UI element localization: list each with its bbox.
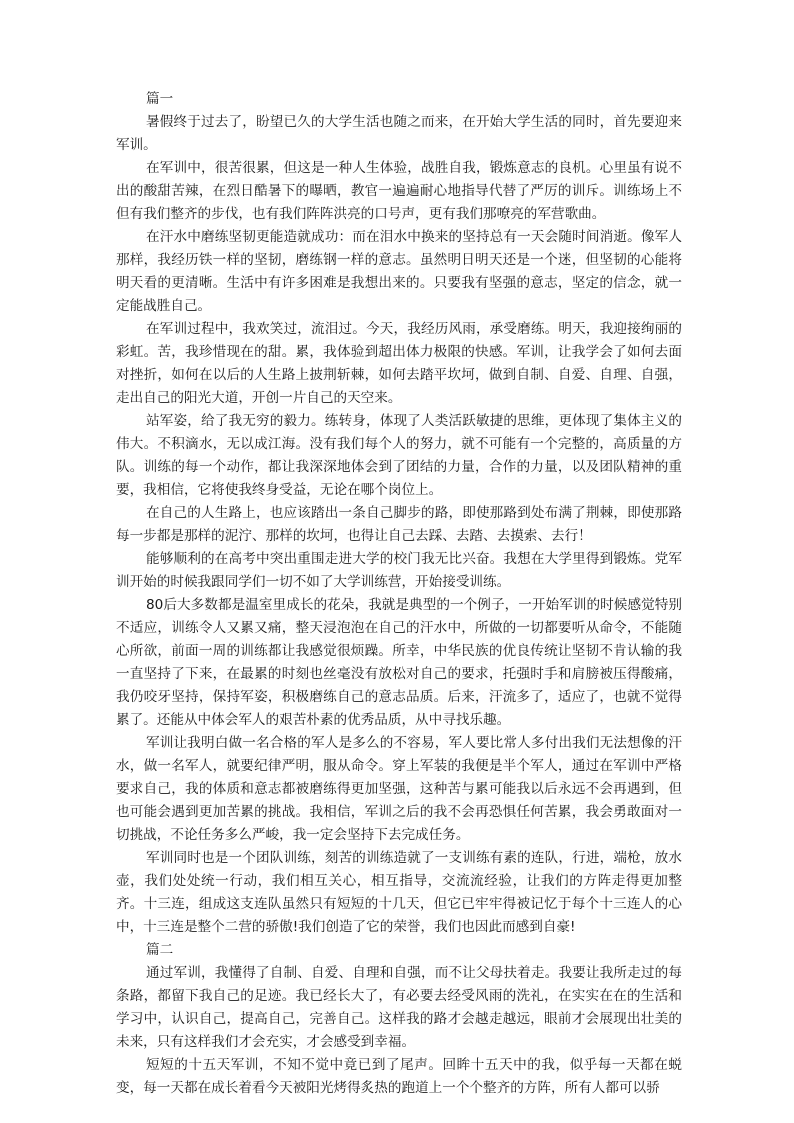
- paragraph: 80后大多数都是温室里成长的花朵，我就是典型的一个例子，一开始军训的时候感觉特别不适应，训练令人又累又痛，整天浸泡泡在自己的汗水中，所做的一切都要听从命令，不能随心所欲，前面一周的训练都让我感觉很烦躁。所幸，中华民族的优良传统让坚韧不肯认输的我一直坚持了下来，在最累的时刻也丝毫没有放松对自己的要求，托强时手和肩膀被压得酸痛，我仍咬牙坚持，保持军姿，积极磨练自己的意志品质。后来，汗流多了，适应了，也就不觉得累了。还能从中体会军人的艰苦朴素的优秀品质，从中寻找乐趣。: [116, 597, 682, 728]
- paragraph: 在自己的人生路上，也应该踏出一条自己脚步的路，即使那路到处布满了荆棘，即使那路每一步都是那样的泥泞、那样的坎坷，也得让自己去踩、去踏、去摸索、去行！: [116, 505, 682, 544]
- paragraph: 短短的十五天军训，不知不觉中竟已到了尾声。回眸十五天中的我，似乎每一天都在蜕变，每一天都在成长着看今天被阳光烤得炙热的跑道上一个个整齐的方阵，所有人都可以骄: [116, 1057, 682, 1096]
- paragraph: 在军训过程中，我欢笑过，流泪过。今天，我经历风雨，承受磨练。明天，我迎接绚丽的彩虹。苦，我珍惜现在的甜。累，我体验到超出体力极限的快感。军训，让我学会了如何去面对挫折，如何在以后的人生路上披荆斩棘，如何去踏平坎坷，做到自制、自爱、自理、自强，走出自己的阳光大道，开创一片自己的天空来。: [116, 321, 682, 406]
- document-page: [116, 88, 682, 1100]
- paragraph: 暑假终于过去了，盼望已久的大学生活也随之而来，在开始大学生活的同时，首先要迎来军训。: [116, 114, 682, 153]
- paragraph: 军训同时也是一个团队训练，刻苦的训练造就了一支训练有素的连队，行进，端枪，放水壶，我们处处统一行动，我们相互关心，相互指导，交流流经验，让我们的方阵走得更加整齐。十三连，组成这支连队虽然只有短短的十几天，但它已牢牢得被记忆于每个十三连人的心中，十三连是整个二营的骄傲!我们创造了它的荣誉，我们也因此而感到自豪!: [116, 850, 682, 935]
- paragraph: 通过军训，我懂得了自制、自爱、自理和自强，而不让父母扶着走。我要让我所走过的每条路，都留下我自己的足迹。我已经长大了，有必要去经受风雨的洗礼，在实实在在的生活和学习中，认识自己，提高自己，完善自己。这样我的路才会越走越远，眼前才会展现出壮美的未来，只有这样我们才会充实，才会感受到幸福。: [116, 965, 682, 1050]
- paragraph: 在汗水中磨练坚韧更能造就成功：而在泪水中换来的坚持总有一天会随时间消逝。像军人那样，我经历铁一样的坚韧，磨练钢一样的意志。虽然明日明天还是一个迷，但坚韧的心能将明天看的更清晰。生活中有许多困难是我想出来的。只要我有坚强的意志，坚定的信念，就一定能战胜自己。: [116, 229, 682, 314]
- paragraph: 能够顺利的在高考中突出重围走进大学的校门我无比兴奋。我想在大学里得到锻炼。党军训开始的时候我跟同学们一切不如了大学训练营，开始接受训练。: [116, 551, 682, 590]
- section-2-title: 篇二: [146, 942, 174, 958]
- paragraph: 在军训中，很苦很累，但这是一种人生体验，战胜自我，锻炼意志的良机。心里虽有说不出的酸甜苦辣，在烈日酷暑下的曝晒，教官一遍遍耐心地指导代替了严厉的训斥。训练场上不但有我们整齐的步伐，也有我们阵阵洪亮的口号声，更有我们那嘹亮的军营歌曲。: [116, 160, 682, 222]
- paragraph: 站军姿，给了我无穷的毅力。练转身，体现了人类活跃敏捷的思维，更体现了集体主义的伟大。不积滴水，无以成江海。没有我们每个人的努力，就不可能有一个完整的，高质量的方队。训练的每一个动作，都让我深深地体会到了团结的力量，合作的力量，以及团队精神的重要，我相信，它将使我终身受益，无论在哪个岗位上。: [116, 413, 682, 498]
- section-1-title: 篇一: [146, 91, 174, 107]
- paragraph: 军训让我明白做一名合格的军人是多么的不容易，军人要比常人多付出我们无法想像的汗水，做一名军人，就要纪律严明，服从命令。穿上军装的我便是半个军人，通过在军训中严格要求自己，我的体质和意志都被磨练得更加坚强，这种苦与累可能我以后永远不会再遇到，但也可能会遇到更加苦累的挑战。我相信，军训之后的我不会再恐惧任何苦累，我会勇敢面对一切挑战，不论任务多么严峻，我一定会坚持下去完成任务。: [116, 735, 682, 843]
